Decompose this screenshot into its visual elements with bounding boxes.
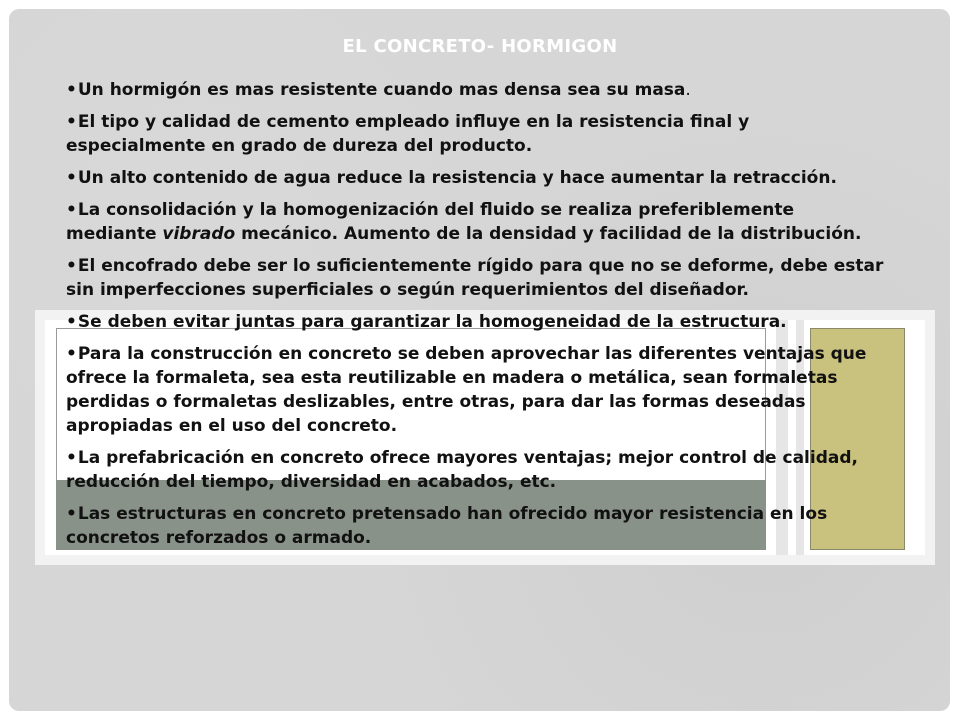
bullet-item: [66, 446, 886, 494]
bullet-text: El tipo y calidad de cemento empleado influye en la resistencia final y especialmente en grado de dureza del producto.: [66, 112, 750, 156]
bullet-text: Las estructuras en concreto pretensado han ofrecido mayor resistencia en los concretos reforzados o armado.: [66, 504, 828, 548]
bullet-item: [66, 110, 886, 158]
bullet-text: La prefabricación en concreto ofrece mayores ventajas; mejor control de calidad, reducción del tiempo, diversidad en acabados, etc.: [66, 448, 858, 492]
bullet-item: [66, 78, 886, 102]
bullet-marker: •: [66, 312, 77, 332]
bullet-item: [66, 502, 886, 550]
bullet-marker: •: [66, 344, 77, 364]
bullet-item: [66, 254, 886, 302]
bullet-marker: •: [66, 168, 77, 188]
bullet-text: Un hormigón es mas resistente cuando mas densa sea su masa: [77, 80, 686, 100]
bullet-item: [66, 198, 886, 246]
bullet-marker: •: [66, 504, 77, 524]
bullet-marker: •: [66, 80, 77, 100]
bullet-item: [66, 166, 886, 190]
bullet-text: mecánico. Aumento de la densidad y facilidad de la distribución.: [235, 224, 862, 244]
bullet-marker: •: [66, 448, 77, 468]
bullet-text: Se deben evitar juntas para garantizar la homogeneidad de la estructura.: [77, 312, 787, 332]
bullet-text: El encofrado debe ser lo suficientemente rígido para que no se deforme, debe estar sin imperfecciones superficiales o según requerimientos del diseñador.: [66, 256, 884, 300]
bullet-list: [66, 78, 886, 558]
bullet-text: Un alto contenido de agua reduce la resistencia y hace aumentar la retracción.: [77, 168, 837, 188]
bullet-text: Para la construcción en concreto se deben aprovechar las diferentes ventajas que ofrece la formaleta, sea esta reutilizable en madera o metálica, sean formaletas perdidas o formaletas deslizables, entre otras, para dar las formas deseadas apropiadas en el uso del concreto.: [66, 344, 867, 436]
bullet-marker: •: [66, 256, 77, 276]
bullet-item: [66, 342, 886, 438]
bullet-marker: •: [66, 200, 77, 220]
bullet-item: [66, 310, 886, 334]
slide-title: EL CONCRETO- HORMIGON: [342, 36, 618, 57]
bullet-text: La consolidación y la homogenización del fluido se realiza preferiblemente mediante: [66, 200, 795, 244]
bullet-text-tail: .: [685, 80, 691, 100]
bullet-text-italic: vibrado: [162, 224, 236, 244]
bullet-marker: •: [66, 112, 77, 132]
